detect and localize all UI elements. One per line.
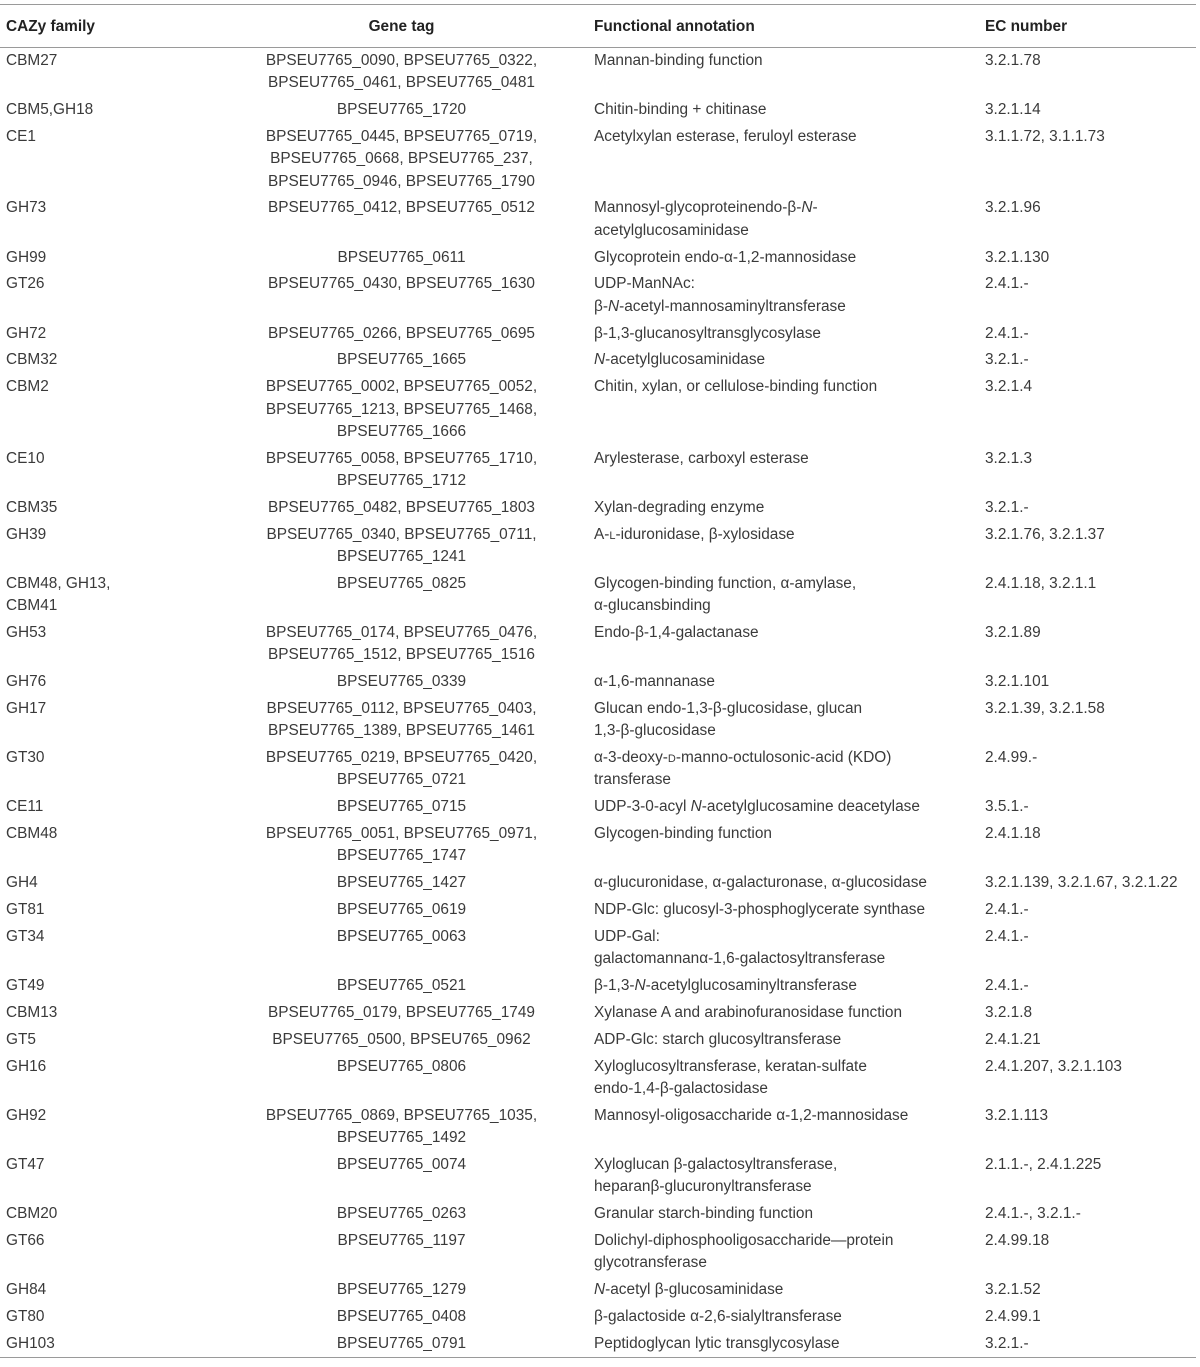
functional-annotation-cell: Acetylxylan esterase, feruloyl esterase bbox=[594, 128, 857, 146]
table-row bbox=[0, 1054, 1196, 1103]
cazy-family-cell: CBM5,GH18 bbox=[6, 101, 94, 119]
cazy-family-cell: GH73 bbox=[6, 199, 47, 217]
ec-number-cell: 2.4.1.18, 3.2.1.1 bbox=[985, 574, 1097, 592]
table-header bbox=[0, 5, 1196, 48]
cazy-family-cell: GT80 bbox=[6, 1307, 45, 1325]
functional-annotation-cell: Glycoprotein endo-α-1,2-mannosidase bbox=[594, 248, 857, 266]
gene-tag-cell: BPSEU7765_0074 bbox=[336, 1155, 467, 1173]
table-row bbox=[0, 973, 1196, 1000]
functional-annotation-cell: N-acetyl β-glucosaminidase bbox=[594, 1280, 784, 1298]
ec-number-cell: 2.4.1.- bbox=[985, 927, 1029, 945]
gene-tag-cell: BPSEU7765_0412, BPSEU7765_0512 bbox=[268, 199, 535, 217]
cazy-family-cell: GT49 bbox=[6, 976, 45, 994]
gene-tag-cell: BPSEU7765_0482, BPSEU7765_1803 bbox=[268, 498, 535, 516]
table-row bbox=[0, 696, 1196, 745]
functional-annotation-cell: Chitin-binding + chitinase bbox=[594, 101, 767, 119]
functional-annotation-cell: α-1,6-mannanase bbox=[594, 672, 715, 690]
ec-number-cell: 3.2.1.130 bbox=[985, 248, 1050, 266]
ec-number-cell: 2.4.1.- bbox=[985, 900, 1029, 918]
functional-annotation-cell: Xylan-degrading enzyme bbox=[594, 498, 765, 516]
table-row bbox=[0, 446, 1196, 495]
ec-number-cell: 3.2.1.139, 3.2.1.67, 3.2.1.22 bbox=[985, 873, 1178, 891]
table-row bbox=[0, 1027, 1196, 1054]
ec-number-cell: 3.2.1.8 bbox=[985, 1003, 1033, 1021]
table-row bbox=[0, 1304, 1196, 1331]
cazy-family-cell: GT34 bbox=[6, 927, 45, 945]
ec-number-cell: 2.4.99.- bbox=[985, 748, 1038, 766]
functional-annotation-cell: β-1,3-glucanosyltransglycosylase bbox=[594, 324, 821, 342]
cazy-family-cell: CBM48 bbox=[6, 824, 58, 842]
cazy-family-cell: CE10 bbox=[6, 449, 45, 467]
gene-tag-cell: BPSEU7765_0500, BPSEU765_0962 bbox=[272, 1030, 531, 1048]
ec-number-cell: 3.2.1.113 bbox=[985, 1106, 1049, 1124]
table-row bbox=[0, 1228, 1196, 1277]
cazy-family-cell: GT5 bbox=[6, 1030, 36, 1048]
cazy-family-cell: GH84 bbox=[6, 1280, 47, 1298]
ec-number-cell: 3.2.1.3 bbox=[985, 449, 1033, 467]
functional-annotation-cell: N-acetylglucosaminidase bbox=[594, 351, 766, 369]
ec-number-cell: 2.4.1.18 bbox=[985, 824, 1041, 842]
gene-tag-cell: BPSEU7765_0112, BPSEU7765_0403, BPSEU7765_1389, BPSEU7765_1461 bbox=[266, 699, 537, 739]
functional-annotation-cell: ADP-Glc: starch glucosyltransferase bbox=[594, 1030, 842, 1048]
functional-annotation-cell: Mannosyl-glycoproteinendo-β-N- acetylglucosaminidase bbox=[594, 199, 818, 239]
functional-annotation-cell: α-3-deoxy-d-manno-octulosonic-acid (KDO) transferase bbox=[594, 748, 892, 789]
ec-number-cell: 3.2.1.78 bbox=[985, 52, 1041, 70]
gene-tag-cell: BPSEU7765_0619 bbox=[336, 900, 467, 918]
table-row bbox=[0, 924, 1196, 973]
gene-tag-cell: BPSEU7765_0825 bbox=[336, 574, 467, 592]
header-functional-annotation: Functional annotation bbox=[588, 5, 979, 48]
gene-tag-cell: BPSEU7765_0430, BPSEU7765_1630 bbox=[268, 275, 535, 293]
cazy-family-cell: GH39 bbox=[6, 525, 47, 543]
functional-annotation-cell: β-galactoside α-2,6-sialyltransferase bbox=[594, 1307, 842, 1325]
gene-tag-cell: BPSEU7765_0063 bbox=[336, 927, 467, 945]
gene-tag-cell: BPSEU7765_0266, BPSEU7765_0695 bbox=[268, 324, 535, 342]
table-row bbox=[0, 97, 1196, 124]
gene-tag-cell: BPSEU7765_1197 bbox=[337, 1231, 466, 1249]
cazy-family-cell: GH16 bbox=[6, 1057, 47, 1075]
ec-number-cell: 3.2.1.- bbox=[979, 1331, 1196, 1358]
gene-tag-cell: BPSEU7765_0263 bbox=[336, 1204, 467, 1222]
table-row bbox=[0, 1000, 1196, 1027]
cazy-table bbox=[0, 4, 1196, 1358]
ec-number-cell: 3.2.1.39, 3.2.1.58 bbox=[985, 699, 1105, 717]
gene-tag-cell: BPSEU7765_1427 bbox=[336, 873, 467, 891]
table-row bbox=[0, 870, 1196, 897]
cazy-family-cell: GH92 bbox=[6, 1106, 47, 1124]
ec-number-cell: 3.2.1.- bbox=[985, 498, 1029, 516]
cazy-family-cell: CBM27 bbox=[6, 52, 58, 70]
gene-tag-cell: BPSEU7765_0715 bbox=[336, 797, 467, 815]
table-row bbox=[0, 48, 1196, 98]
gene-tag-cell: BPSEU7765_0791 bbox=[213, 1331, 588, 1358]
ec-number-cell: 2.4.1.- bbox=[985, 324, 1029, 342]
gene-tag-cell: BPSEU7765_0090, BPSEU7765_0322, BPSEU7765_0461, BPSEU7765_0481 bbox=[265, 52, 538, 92]
functional-annotation-cell: Glucan endo-1,3-β-glucosidase, glucan 1,3-β-glucosidase bbox=[594, 699, 863, 739]
gene-tag-cell: BPSEU7765_0179, BPSEU7765_1749 bbox=[268, 1003, 535, 1021]
cazy-family-cell: CBM32 bbox=[6, 351, 58, 369]
table-row bbox=[0, 522, 1196, 571]
cazy-family-cell: GH99 bbox=[6, 248, 47, 266]
table-row bbox=[0, 124, 1196, 195]
table-row bbox=[0, 571, 1196, 620]
ec-number-cell: 2.4.1.21 bbox=[985, 1030, 1041, 1048]
functional-annotation-cell: UDP-3-0-acyl N-acetylglucosamine deacetylase bbox=[594, 797, 920, 815]
ec-number-cell: 3.2.1.76, 3.2.1.37 bbox=[985, 525, 1105, 543]
table-row bbox=[0, 1103, 1196, 1152]
functional-annotation-cell: Glycogen-binding function bbox=[594, 824, 772, 842]
cazy-family-cell: CBM13 bbox=[6, 1003, 58, 1021]
header-ec-number: EC number bbox=[979, 5, 1196, 48]
ec-number-cell: 3.2.1.4 bbox=[985, 378, 1033, 396]
functional-annotation-cell: Mannan-binding function bbox=[594, 52, 763, 70]
table-row bbox=[0, 1152, 1196, 1201]
gene-tag-cell: BPSEU7765_0058, BPSEU7765_1710, BPSEU7765_1712 bbox=[265, 449, 538, 489]
table-row bbox=[0, 1201, 1196, 1228]
gene-tag-cell: BPSEU7765_0869, BPSEU7765_1035, BPSEU7765_1492 bbox=[265, 1106, 538, 1146]
cazy-family-cell: GH53 bbox=[6, 623, 47, 641]
header-row bbox=[0, 5, 1196, 48]
table-row bbox=[0, 321, 1196, 348]
table-row bbox=[0, 495, 1196, 522]
gene-tag-cell: BPSEU7765_0051, BPSEU7765_0971, BPSEU7765_1747 bbox=[265, 824, 538, 865]
functional-annotation-cell: Endo-β-1,4-galactanase bbox=[594, 623, 759, 641]
gene-tag-cell: BPSEU7765_0340, BPSEU7765_0711, BPSEU7765_1241 bbox=[266, 525, 537, 565]
cazy-family-cell: CBM48, GH13, CBM41 bbox=[6, 574, 111, 614]
ec-number-cell: 3.2.1.96 bbox=[985, 199, 1041, 217]
functional-annotation-cell: α-glucuronidase, α-galacturonase, α-glucosidase bbox=[594, 873, 927, 891]
cazy-family-cell: GT30 bbox=[6, 748, 45, 766]
table-row bbox=[0, 1331, 1196, 1358]
table-row bbox=[0, 794, 1196, 821]
header-gene-tag: Gene tag bbox=[213, 5, 588, 48]
cazy-family-cell: CE1 bbox=[6, 128, 36, 146]
table-row bbox=[0, 374, 1196, 445]
ec-number-cell: 2.4.1.-, 3.2.1.- bbox=[985, 1204, 1081, 1222]
gene-tag-cell: BPSEU7765_1665 bbox=[336, 351, 467, 369]
gene-tag-cell: BPSEU7765_0174, BPSEU7765_0476, BPSEU7765_1512, BPSEU7765_1516 bbox=[265, 623, 538, 664]
functional-annotation-cell: Dolichyl-diphosphooligosaccharide—protein glycotransferase bbox=[594, 1231, 894, 1271]
ec-number-cell: 3.2.1.14 bbox=[985, 101, 1041, 119]
cazy-family-cell: GH103 bbox=[0, 1331, 213, 1358]
gene-tag-cell: BPSEU7765_0445, BPSEU7765_0719, BPSEU7765_0668, BPSEU7765_237, BPSEU7765_0946, BPSEU7765_1790 bbox=[265, 128, 538, 190]
functional-annotation-cell: Granular starch-binding function bbox=[594, 1204, 814, 1222]
table-row bbox=[0, 620, 1196, 669]
functional-annotation-cell: Arylesterase, carboxyl esterase bbox=[594, 449, 809, 467]
gene-tag-cell: BPSEU7765_0806 bbox=[336, 1057, 467, 1075]
table-body bbox=[0, 48, 1196, 1358]
functional-annotation-cell: Xyloglucosyltransferase, keratan-sulfate endo-1,4-β-galactosidase bbox=[594, 1057, 867, 1097]
functional-annotation-cell: UDP-Gal: galactomannanα-1,6-galactosyltransferase bbox=[594, 927, 886, 967]
ec-number-cell: 2.4.1.207, 3.2.1.103 bbox=[985, 1057, 1122, 1075]
gene-tag-cell: BPSEU7765_0611 bbox=[337, 248, 466, 266]
gene-tag-cell: BPSEU7765_1279 bbox=[336, 1280, 467, 1298]
cazy-family-cell: GH4 bbox=[6, 873, 38, 891]
header-cazy-family: CAZy family bbox=[0, 5, 213, 48]
cazy-family-cell: GH17 bbox=[6, 699, 47, 717]
table-row bbox=[0, 245, 1196, 272]
gene-tag-cell: BPSEU7765_0408 bbox=[336, 1307, 467, 1325]
ec-number-cell: 2.4.99.1 bbox=[985, 1307, 1041, 1325]
gene-tag-cell: BPSEU7765_0521 bbox=[336, 976, 467, 994]
cazy-family-cell: GT81 bbox=[6, 900, 45, 918]
ec-number-cell: 2.4.1.- bbox=[985, 976, 1029, 994]
functional-annotation-cell: UDP-ManNAc: β-N-acetyl-mannosaminyltransferase bbox=[594, 275, 846, 315]
cazy-family-cell: GT26 bbox=[6, 275, 45, 293]
table-row bbox=[0, 271, 1196, 320]
ec-number-cell: 2.1.1.-, 2.4.1.225 bbox=[985, 1155, 1102, 1173]
ec-number-cell: 3.2.1.- bbox=[985, 351, 1029, 369]
gene-tag-cell: BPSEU7765_0219, BPSEU7765_0420, BPSEU7765_0721 bbox=[265, 748, 538, 789]
functional-annotation-cell: A-l-iduronidase, β-xylosidase bbox=[594, 525, 795, 543]
table-row bbox=[0, 897, 1196, 924]
ec-number-cell: 3.2.1.101 bbox=[985, 672, 1050, 690]
table-row bbox=[0, 669, 1196, 696]
ec-number-cell: 3.5.1.- bbox=[985, 797, 1029, 815]
cazy-family-cell: CBM35 bbox=[6, 498, 58, 516]
cazy-family-cell: GH72 bbox=[6, 324, 47, 342]
table-row bbox=[0, 195, 1196, 244]
table-row bbox=[0, 347, 1196, 374]
functional-annotation-cell: Glycogen-binding function, α-amylase, α-glucansbinding bbox=[594, 574, 857, 614]
ec-number-cell: 2.4.99.18 bbox=[985, 1231, 1050, 1249]
functional-annotation-cell: Mannosyl-oligosaccharide α-1,2-mannosidase bbox=[594, 1106, 909, 1124]
ec-number-cell: 2.4.1.- bbox=[985, 275, 1029, 293]
functional-annotation-cell: Peptidoglycan lytic transglycosylase bbox=[588, 1331, 979, 1358]
cazy-family-cell: GH76 bbox=[6, 672, 47, 690]
ec-number-cell: 3.1.1.72, 3.1.1.73 bbox=[985, 128, 1105, 146]
gene-tag-cell: BPSEU7765_0339 bbox=[336, 672, 467, 690]
cazy-family-cell: CBM2 bbox=[6, 378, 49, 396]
functional-annotation-cell: β-1,3-N-acetylglucosaminyltransferase bbox=[594, 976, 857, 994]
cazy-family-cell: GT47 bbox=[6, 1155, 45, 1173]
table-row bbox=[0, 821, 1196, 870]
cazy-family-cell: GT66 bbox=[6, 1231, 45, 1249]
gene-tag-cell: BPSEU7765_0002, BPSEU7765_0052, BPSEU7765_1213, BPSEU7765_1468, BPSEU7765_1666 bbox=[265, 378, 538, 440]
functional-annotation-cell: NDP-Glc: glucosyl-3-phosphoglycerate synthase bbox=[594, 900, 926, 918]
functional-annotation-cell: Xylanase A and arabinofuranosidase function bbox=[594, 1003, 903, 1021]
ec-number-cell: 3.2.1.89 bbox=[985, 623, 1041, 641]
functional-annotation-cell: Chitin, xylan, or cellulose-binding function bbox=[594, 378, 878, 396]
cazy-family-cell: CE11 bbox=[6, 797, 44, 815]
table-row bbox=[0, 745, 1196, 794]
cazy-family-cell: CBM20 bbox=[6, 1204, 58, 1222]
gene-tag-cell: BPSEU7765_1720 bbox=[336, 101, 467, 119]
ec-number-cell: 3.2.1.52 bbox=[985, 1280, 1041, 1298]
table-row bbox=[0, 1277, 1196, 1304]
functional-annotation-cell: Xyloglucan β-galactosyltransferase, heparanβ-glucuronyltransferase bbox=[594, 1155, 838, 1195]
